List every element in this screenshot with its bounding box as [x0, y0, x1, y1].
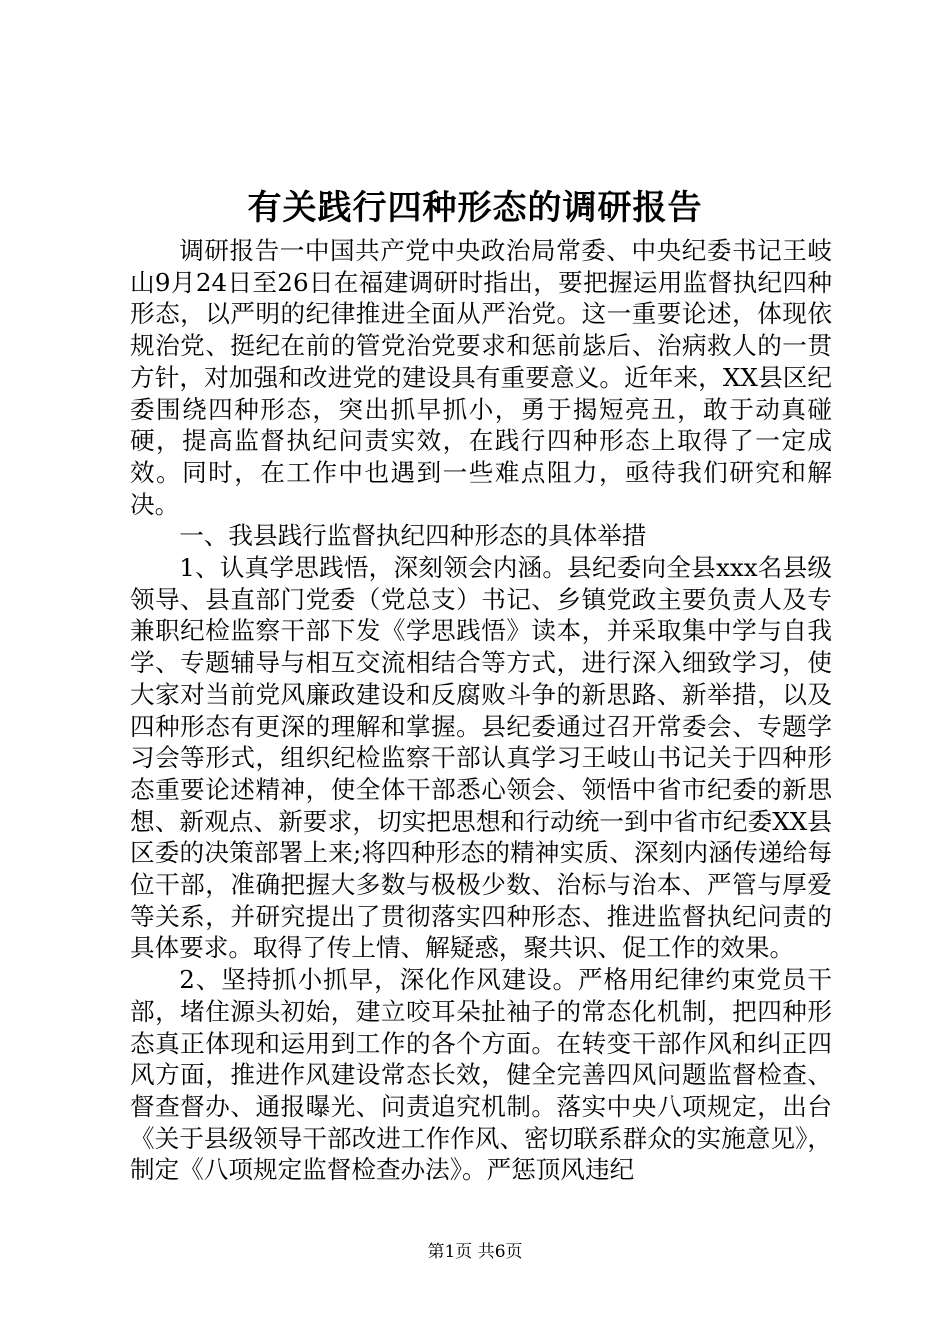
page-footer: 第1页 共6页	[427, 1242, 523, 1262]
paragraph-item-1: 1、认真学思践悟，深刻领会内涵。县纪委向全县xxx名县级领导、县直部门党委（党总支）书记、乡镇党政主要负责人及专兼职纪检监察干部下发《学思践悟》读本，并采取集中学与自我学、专题辅导与相互交流相结合等方式，进行深入细致学习，使大家对当前党风廉政建设和反腐败斗争的新思路、新举措，以及四种形态有更深的理解和掌握。县纪委通过召开常委会、专题学习会等形式，组织纪检监察干部认真学习王岐山书记关于四种形态重要论述精神，使全体干部悉心领会、领悟中省市纪委的新思想、新观点、新要求，切实把思想和行动统一到中省市纪委XX县区委的决策部署上来;将四种形态的精神实质、深刻内涵传递给每位干部，准确把握大多数与极极少数、治标与治本、严管与厚爱等关系，并研究提出了贯彻落实四种形态、推进监督执纪问责的具体要求。取得了传上情、解疑惑，聚共识、促工作的效果。	[130, 553, 832, 963]
section-heading-1: 一、我县践行监督执纪四种形态的具体举措	[179, 521, 647, 551]
paragraph-intro: 调研报告一中国共产党中央政治局常委、中央纪委书记王岐山9月24日至26日在福建调研时指出，要把握运用监督执纪四种形态，以严明的纪律推进全面从严治党。这一重要论述，体现依规治党、挺纪在前的管党治党要求和惩前毖后、治病救人的一贯方针，对加强和改进党的建设具有重要意义。近年来，XX县区纪委围绕四种形态，突出抓早抓小，勇于揭短亮丑，敢于动真碰硬，提高监督执纪问责实效，在践行四种形态上取得了一定成效。同时，在工作中也遇到一些难点阻力，亟待我们研究和解决。	[130, 236, 832, 519]
document-title: 有关践行四种形态的调研报告	[247, 188, 703, 228]
paragraph-item-2: 2、坚持抓小抓早，深化作风建设。严格用纪律约束党员干部，堵住源头初始，建立咬耳朵扯袖子的常态化机制，把四种形态真正体现和运用到工作的各个方面。在转变干部作风和纠正四风方面，推进作风建设常态长效，健全完善四风问题监督检查、督查督办、通报曝光、问责追究机制。落实中央八项规定，出台《关于县级领导干部改进工作作风、密切联系群众的实施意见》，制定《八项规定监督检查办法》。严惩顶风违纪	[130, 965, 832, 1185]
document-body	[130, 235, 832, 1186]
